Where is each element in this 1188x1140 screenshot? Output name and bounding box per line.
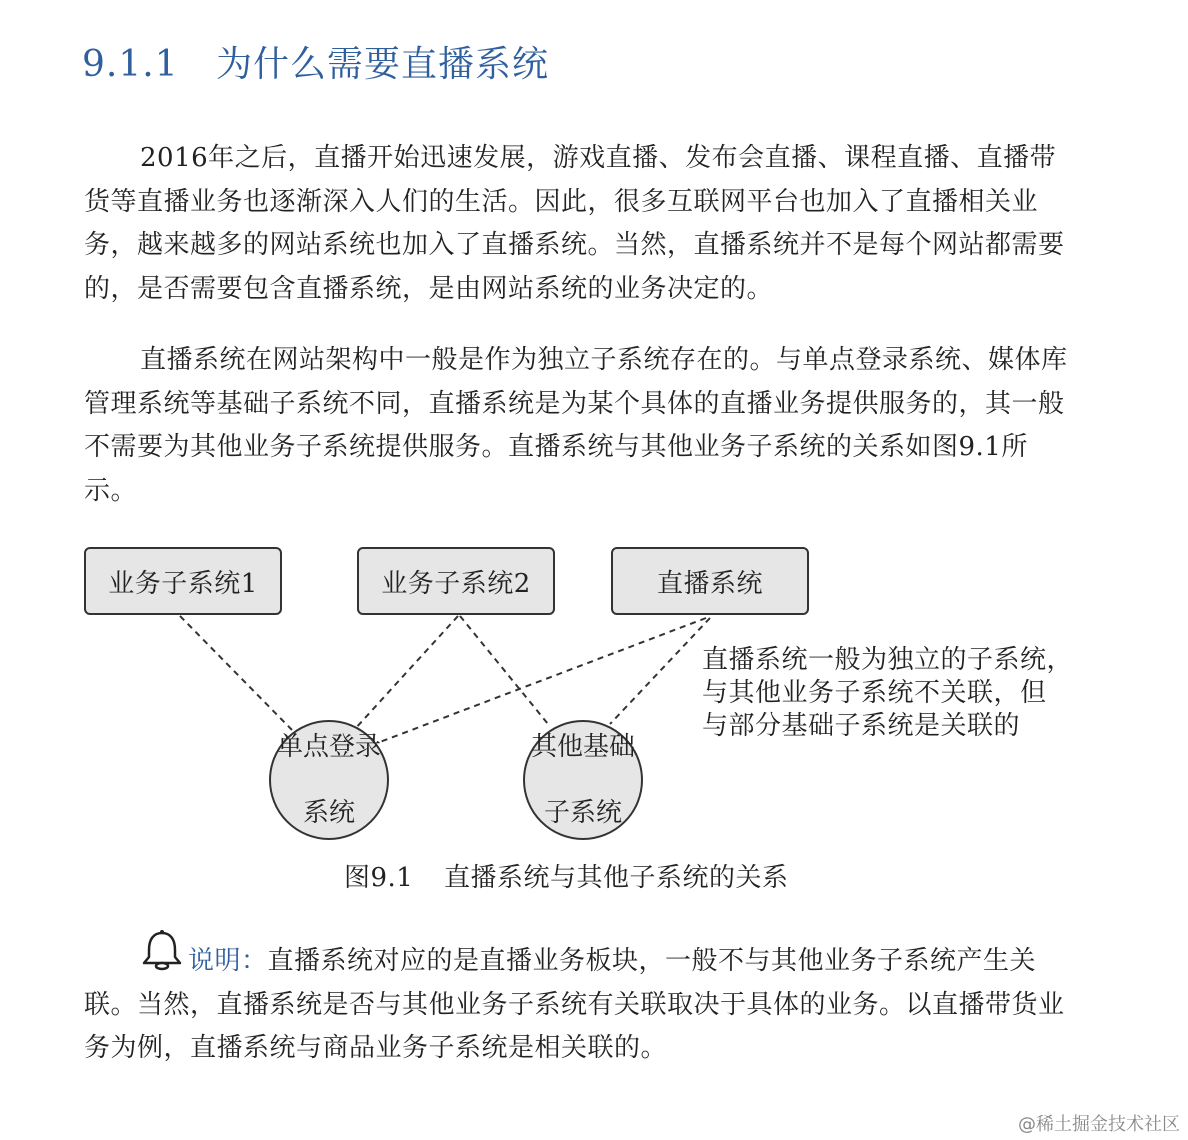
annotation-line-1: 直播系统一般为独立的子系统， (702, 645, 1074, 675)
diagram-annotation (702, 644, 1073, 743)
section-title: 为什么需要直播系统 (216, 44, 550, 85)
paragraph-2: 直播系统在网站架构中一般是作为独立子系统存在的。与单点登录系统、媒体库管理系统等基础子系统不同，直播系统是为某个具体的直播业务提供服务的，其一般不需要为其他业务子系统提供服务。直播系统与其他业务子系统的关系如图9.1所示。 (84, 345, 1068, 506)
box-business-subsystem-2: 业务子系统2 (357, 547, 555, 615)
annotation-line-3: 与部分基础子系统是关联的 (702, 711, 1021, 741)
note-label: 说明： (188, 946, 268, 976)
section-heading (82, 36, 549, 87)
watermark: @稀土掘金技术社区 (1018, 1114, 1180, 1135)
connector-biz2-other (460, 616, 548, 724)
paragraph-1: 2016年之后，直播开始迅速发展，游戏直播、发布会直播、课程直播、直播带货等直播业务也逐渐深入人们的生活。因此，很多互联网平台也加入了直播相关业务，越来越多的网站系统也加入了直播系统。当然，直播系统并不是每个网站都需要的，是否需要包含直播系统，是由网站系统的业务决定的。 (84, 143, 1065, 304)
circle-sso-line1: 单点登录 (276, 731, 381, 762)
connector-live-sso (380, 618, 706, 742)
box-live-system: 直播系统 (611, 547, 809, 615)
box-business-subsystem-1: 业务子系统1 (84, 547, 282, 615)
note-paragraph (84, 940, 1074, 1071)
caption-number: 图9.1 (344, 863, 414, 893)
circle-other-base-subsystem (523, 720, 643, 840)
connector-biz2-sso (354, 616, 458, 730)
circle-other-line1: 其他基础 (530, 731, 635, 762)
circle-sso-system (269, 720, 389, 840)
section-number: 9.1.1 (82, 44, 179, 85)
connector-live-other (610, 618, 710, 724)
figure-caption (344, 857, 789, 894)
circle-other-line2: 子系统 (543, 797, 622, 828)
annotation-line-2: 与其他业务子系统不关联，但 (702, 678, 1047, 708)
circle-sso-line2: 系统 (302, 797, 355, 828)
connector-biz1-sso (180, 616, 292, 730)
caption-text: 直播系统与其他子系统的关系 (444, 863, 789, 893)
note-text: 直播系统对应的是直播业务板块，一般不与其他业务子系统产生关联。当然，直播系统是否与其他业务子系统有关联取决于具体的业务。以直播带货业务为例，直播系统与商品业务子系统是相关联的。 (84, 946, 1065, 1063)
